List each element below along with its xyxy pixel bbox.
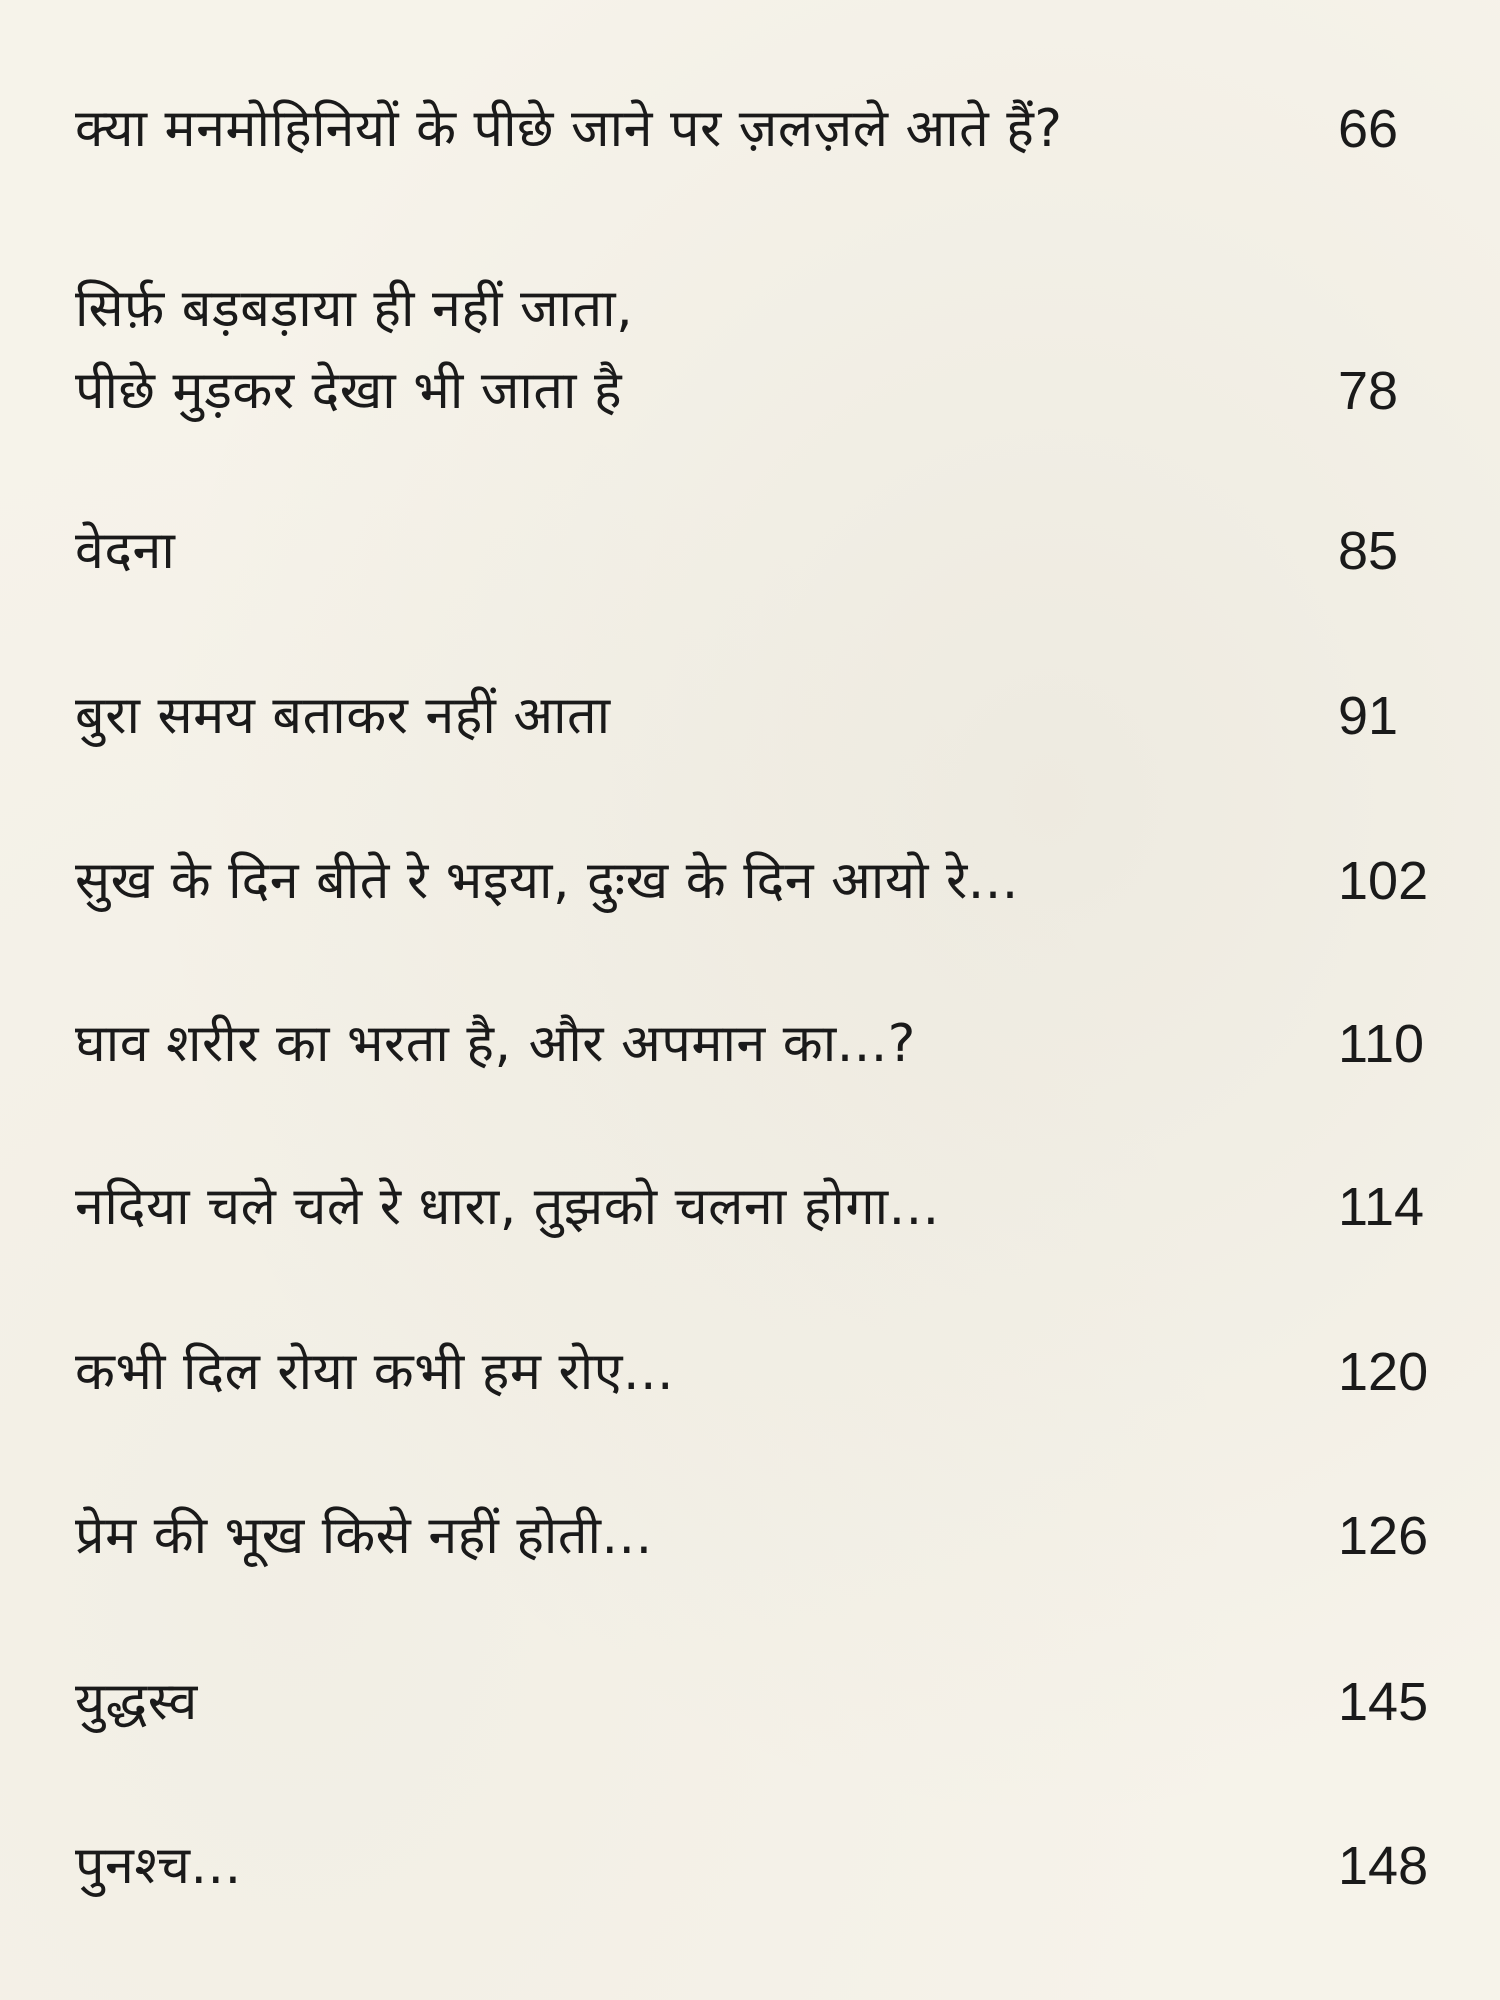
toc-entry — [75, 1437, 1445, 1577]
page-number: 85 — [1338, 521, 1399, 581]
chapter-title — [75, 1825, 242, 1907]
chapter-title — [75, 1003, 916, 1085]
chapter-title — [75, 1331, 674, 1413]
toc-entry — [75, 782, 1445, 922]
page-number: 120 — [1338, 1342, 1429, 1402]
toc-entry — [75, 1767, 1445, 1907]
chapter-title-line: घाव शरीर का भरता है, और अपमान का...? — [75, 1014, 916, 1074]
page-number: 126 — [1338, 1506, 1429, 1566]
page-number: 114 — [1338, 1177, 1425, 1237]
chapter-title-line: पीछे मुड़कर देखा भी जाता है — [75, 361, 623, 421]
chapter-title-line: सुख के दिन बीते रे भइया, दुःख के दिन आयो रे... — [75, 851, 1019, 911]
chapter-title — [75, 840, 1019, 922]
toc-entry — [75, 1273, 1445, 1413]
toc-entry — [75, 452, 1445, 592]
chapter-title-line: सिर्फ़ बड़बड़ाया ही नहीं जाता, — [75, 279, 634, 339]
page-number: 110 — [1338, 1014, 1425, 1074]
chapter-title-line: नदिया चले चले रे धारा, तुझको चलना होगा... — [75, 1177, 940, 1237]
toc-entry — [75, 945, 1445, 1085]
chapter-title — [75, 1661, 198, 1743]
page-number: 66 — [1338, 99, 1399, 159]
page-number: 145 — [1338, 1672, 1429, 1732]
chapter-title — [75, 1495, 653, 1577]
chapter-title — [75, 510, 175, 592]
chapter-title-line: प्रेम की भूख किसे नहीं होती... — [75, 1506, 653, 1566]
toc-entry — [75, 617, 1445, 757]
chapter-title-line: युद्धस्व — [75, 1672, 198, 1732]
chapter-title-line: पुनश्च... — [75, 1836, 242, 1896]
page-number: 148 — [1338, 1836, 1429, 1896]
chapter-title — [75, 88, 1063, 170]
toc-entry — [75, 30, 1445, 170]
toc-entry — [75, 1108, 1445, 1248]
toc-entry — [75, 212, 1445, 432]
chapter-title-line: बुरा समय बताकर नहीं आता — [75, 686, 611, 746]
chapter-title — [75, 675, 611, 757]
chapter-title-line: कभी दिल रोया कभी हम रोए... — [75, 1342, 675, 1402]
page-number: 78 — [1338, 361, 1399, 421]
page-number: 102 — [1338, 851, 1429, 911]
chapter-title — [75, 268, 633, 432]
chapter-title-line: वेदना — [75, 521, 176, 581]
toc-entry — [75, 1603, 1445, 1743]
chapter-title — [75, 1166, 940, 1248]
chapter-title-line: क्या मनमोहिनियों के पीछे जाने पर ज़लज़ले आते हैं? — [75, 99, 1063, 159]
page-number: 91 — [1338, 686, 1399, 746]
